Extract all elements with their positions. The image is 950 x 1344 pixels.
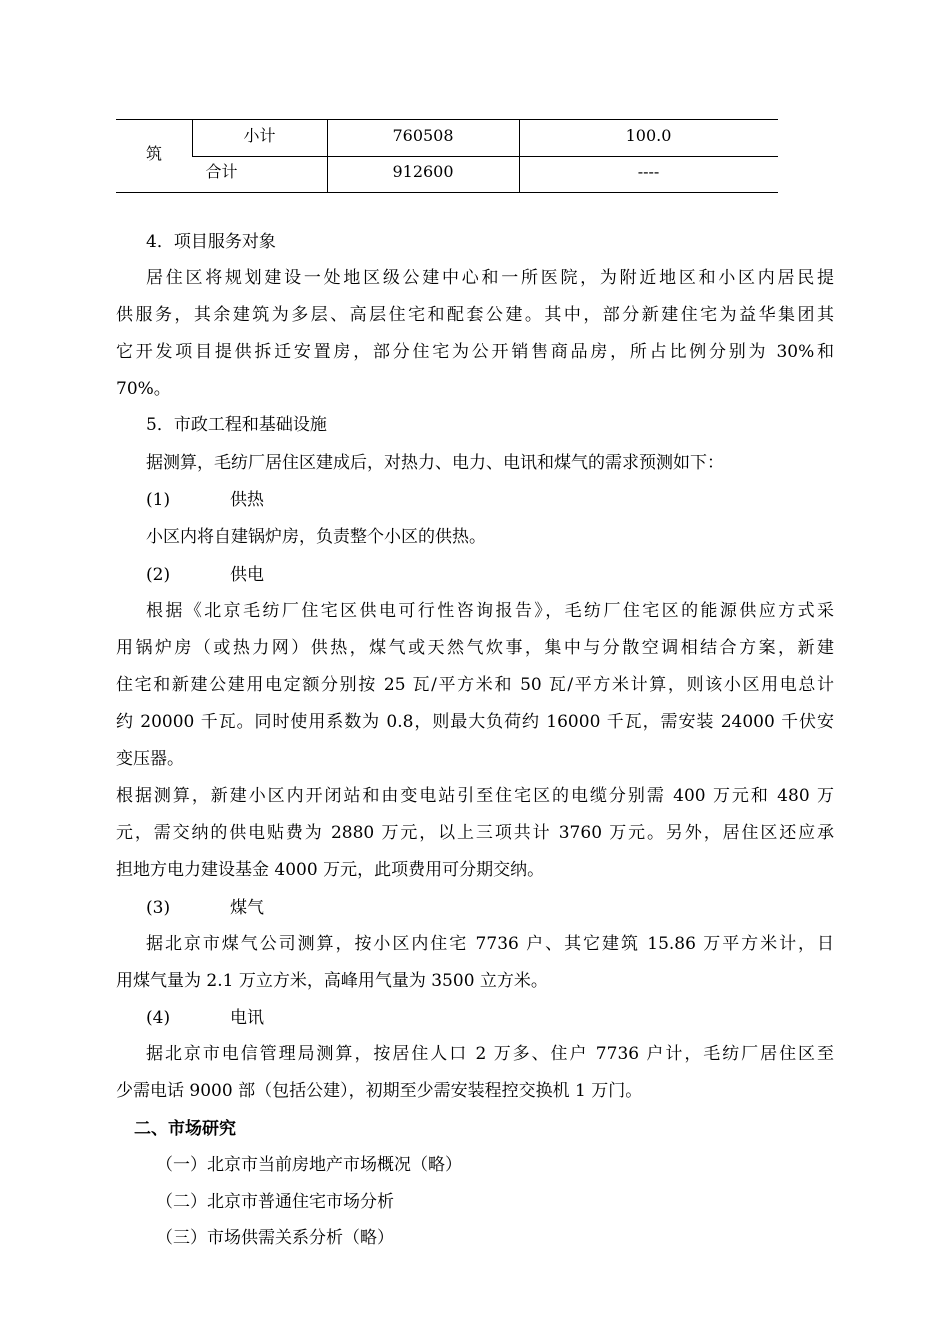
- subsection-item: （三）市场供需关系分析（略）: [156, 1228, 394, 1248]
- item-heading-telecom: [146, 1006, 834, 1030]
- paragraph-line: 它开发项目提供拆迁安置房，部分住宅为公开销售商品房，所占比例分别为 30%和: [116, 342, 834, 362]
- paragraph-line: 少需电话 9000 部（包括公建），初期至少需安装程控交换机 1 万门。: [116, 1081, 643, 1101]
- paragraph-line: 供服务，其余建筑为多层、高层住宅和配套公建。其中，部分新建住宅为益华集团其: [116, 305, 834, 325]
- item-title: 煤气: [230, 898, 264, 918]
- paragraph-line: 住宅和新建公建用电定额分别按 25 瓦/平方米和 50 瓦/平方米计算，则该小区用电总计: [116, 675, 834, 695]
- paragraph-line: 居住区将规划建设一处地区级公建中心和一所医院，为附近地区和小区内居民提: [146, 268, 834, 288]
- item-title: 电讯: [230, 1008, 264, 1028]
- paragraph-line: 元，需交纳的供电贴费为 2880 万元，以上三项共计 3760 万元。另外，居住区还应承: [116, 823, 834, 843]
- table-cell-label: 合计: [205, 162, 238, 181]
- table-cell-value: 912600: [392, 162, 454, 181]
- paragraph-line: 用锅炉房（或热力网）供热，煤气或天然气炊事，集中与分散空调相结合方案，新建: [116, 638, 834, 658]
- paragraph-line: 根据《北京毛纺厂住宅区供电可行性咨询报告》，毛纺厂住宅区的能源供应方式采: [146, 601, 834, 621]
- paragraph-line: 变压器。: [116, 749, 184, 769]
- chapter-heading: 二、市场研究: [134, 1119, 236, 1139]
- paragraph-line: 据测算，毛纺厂居住区建成后，对热力、电力、电讯和煤气的需求预测如下：: [146, 453, 724, 473]
- paragraph-line: 用煤气量为 2.1 万立方米，高峰用气量为 3500 立方米。: [116, 971, 548, 991]
- item-title: 供电: [230, 565, 264, 585]
- paragraph-line: 担地方电力建设基金 4000 万元，此项费用可分期交纳。: [116, 860, 545, 880]
- paragraph-line: 约 20000 千瓦。同时使用系数为 0.8，则最大负荷约 16000 千瓦，需安装 24000 千伏安: [116, 712, 834, 732]
- subsection-item: （一）北京市当前房地产市场概况（略）: [156, 1155, 462, 1175]
- paragraph-line: 据北京市煤气公司测算，按小区内住宅 7736 户、其它建筑 15.86 万平方米计，日: [146, 934, 834, 954]
- section-heading: 5．市政工程和基础设施: [146, 415, 327, 435]
- item-number: (2): [146, 565, 171, 585]
- paragraph-line: 据北京市电信管理局测算，按居住人口 2 万多、住户 7736 户计，毛纺厂居住区至: [146, 1044, 834, 1064]
- table-left-label: 筑: [146, 144, 163, 163]
- item-heading-heat: [146, 488, 834, 512]
- paragraph-line: 根据测算，新建小区内开闭站和由变电站引至住宅区的电缆分别需 400 万元和 480 万: [116, 786, 834, 806]
- table-cell-label: 小计: [243, 126, 276, 145]
- subsection-item: （二）北京市普通住宅市场分析: [156, 1192, 394, 1212]
- table-cell-percent: 100.0: [625, 126, 672, 145]
- item-number: (1): [146, 490, 171, 510]
- table-cell-percent: ----: [637, 162, 660, 181]
- item-number: (3): [146, 898, 171, 918]
- table-cell-value: 760508: [392, 126, 454, 145]
- item-title: 供热: [230, 490, 264, 510]
- area-table: [116, 119, 778, 193]
- section-heading: 4．项目服务对象: [146, 232, 276, 252]
- table-row-divider: [192, 156, 778, 157]
- paragraph-line: 小区内将自建锅炉房，负责整个小区的供热。: [146, 527, 486, 547]
- item-heading-gas: [146, 896, 834, 920]
- paragraph-line: 70%。: [116, 379, 171, 399]
- item-heading-power: [146, 563, 834, 587]
- item-number: (4): [146, 1008, 171, 1028]
